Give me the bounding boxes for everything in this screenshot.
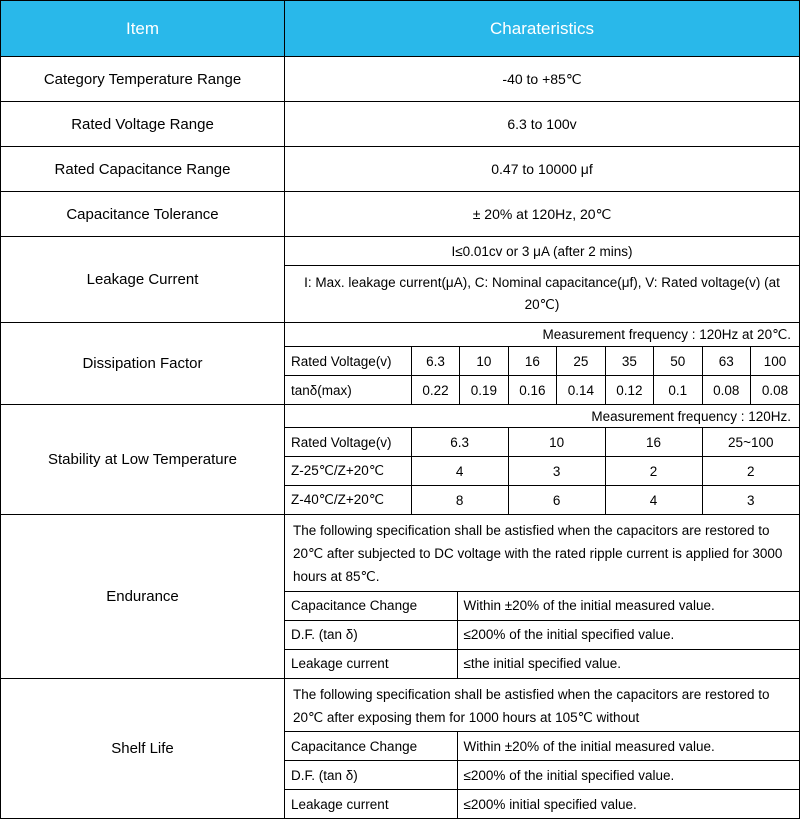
leakage-current-inner-table: [285, 237, 799, 322]
shelf-life-label-capacitance-change: Capacitance Change: [285, 732, 457, 761]
leakage-current-block: [285, 237, 800, 323]
cell-tand: 0.19: [460, 376, 508, 405]
cell-z40: 3: [702, 486, 799, 515]
cell-voltage: 100: [751, 347, 800, 376]
cell-z40: 4: [605, 486, 702, 515]
item-label: Stability at Low Temperature: [1, 405, 285, 515]
shelf-life-value-df: ≤200% of the initial specified value.: [457, 761, 799, 790]
stability-measurement-note: Measurement frequency : 120Hz.: [591, 409, 791, 424]
item-label: Dissipation Factor: [1, 323, 285, 405]
item-label: Endurance: [1, 515, 285, 679]
stability-z25-row: [285, 457, 799, 486]
stability-voltage-row: [285, 428, 799, 457]
cell-tand: 0.08: [702, 376, 750, 405]
leakage-formula-row: [285, 237, 799, 266]
dissipation-factor-table: [285, 346, 799, 404]
table-header-row: [1, 1, 800, 57]
endurance-sub-row: [285, 591, 799, 620]
endurance-block: [285, 515, 800, 679]
cell-tand: 0.12: [605, 376, 653, 405]
table-row: [1, 515, 800, 679]
item-label: Rated Voltage Range: [1, 102, 285, 147]
cell-z25: 3: [508, 457, 605, 486]
column-header-characteristics: Charateristics: [285, 1, 800, 57]
cell-tand: 0.14: [557, 376, 605, 405]
table-row: [1, 57, 800, 102]
endurance-value-leakage-current: ≤the initial specified value.: [457, 649, 799, 678]
item-value: 0.47 to 10000 μf: [285, 147, 800, 192]
shelf-life-label-leakage-current: Leakage current: [285, 790, 457, 819]
shelf-life-sub-row: [285, 790, 799, 819]
endurance-label-df: D.F. (tan δ): [285, 620, 457, 649]
table-row: [1, 102, 800, 147]
endurance-label-capacitance-change: Capacitance Change: [285, 591, 457, 620]
cell-voltage: 50: [654, 347, 702, 376]
cell-voltage: 63: [702, 347, 750, 376]
row-label-rated-voltage: Rated Voltage(v): [285, 347, 411, 376]
item-label: Capacitance Tolerance: [1, 192, 285, 237]
shelf-life-sub-row: [285, 732, 799, 761]
shelf-life-paragraph: The following specification shall be astisfied when the capacitors are restored to 20℃ after exposing them for 1000 hours at 105℃ without: [293, 686, 770, 725]
leakage-legend-row: [285, 266, 799, 323]
dissipation-measurement-note: Measurement frequency : 120Hz at 20℃.: [542, 327, 791, 342]
cell-voltage: 10: [508, 428, 605, 457]
table-row: [1, 192, 800, 237]
endurance-value-capacitance-change: Within ±20% of the initial measured value.: [457, 591, 799, 620]
row-label-z40: Z-40℃/Z+20℃: [285, 486, 411, 515]
cell-tand: 0.22: [411, 376, 459, 405]
shelf-life-value-leakage-current: ≤200% initial specified value.: [457, 790, 799, 819]
item-value: -40 to +85℃: [285, 57, 800, 102]
cell-z25: 2: [605, 457, 702, 486]
table-row: [1, 323, 800, 405]
item-value: 6.3 to 100v: [285, 102, 800, 147]
shelf-life-label-df: D.F. (tan δ): [285, 761, 457, 790]
stability-z40-row: [285, 486, 799, 515]
shelf-life-sub-row: [285, 761, 799, 790]
item-label: Category Temperature Range: [1, 57, 285, 102]
shelf-life-value-capacitance-change: Within ±20% of the initial measured value.: [457, 732, 799, 761]
cell-voltage: 25~100: [702, 428, 799, 457]
leakage-formula: I≤0.01cv or 3 μA (after 2 mins): [285, 237, 799, 266]
cell-voltage: 16: [508, 347, 556, 376]
shelf-life-block: [285, 678, 800, 818]
item-label: Shelf Life: [1, 678, 285, 818]
table-row: [1, 405, 800, 515]
item-label: Leakage Current: [1, 237, 285, 323]
cell-tand: 0.16: [508, 376, 556, 405]
row-label-z25: Z-25℃/Z+20℃: [285, 457, 411, 486]
cell-voltage: 25: [557, 347, 605, 376]
endurance-sub-row: [285, 620, 799, 649]
item-value: ± 20% at 120Hz, 20℃: [285, 192, 800, 237]
shelf-life-table: [285, 731, 799, 818]
cell-voltage: 6.3: [411, 347, 459, 376]
dissipation-factor-block: [285, 323, 800, 405]
endurance-sub-row: [285, 649, 799, 678]
endurance-table: [285, 591, 799, 678]
cell-z25: 2: [702, 457, 799, 486]
table-row: [1, 147, 800, 192]
stability-block: [285, 405, 800, 515]
stability-table: [285, 427, 799, 514]
leakage-legend: I: Max. leakage current(μA), C: Nominal capacitance(μf), V: Rated voltage(v) (at 20℃): [304, 275, 780, 312]
table-row: [1, 678, 800, 818]
row-label-tand: tanδ(max): [285, 376, 411, 405]
endurance-label-leakage-current: Leakage current: [285, 649, 457, 678]
cell-z25: 4: [411, 457, 508, 486]
cell-tand: 0.08: [751, 376, 800, 405]
cell-voltage: 10: [460, 347, 508, 376]
table-row: [1, 237, 800, 323]
cell-voltage: 35: [605, 347, 653, 376]
dissipation-voltage-row: [285, 347, 799, 376]
cell-z40: 6: [508, 486, 605, 515]
item-label: Rated Capacitance Range: [1, 147, 285, 192]
cell-z40: 8: [411, 486, 508, 515]
endurance-value-df: ≤200% of the initial specified value.: [457, 620, 799, 649]
cell-tand: 0.1: [654, 376, 702, 405]
row-label-rated-voltage: Rated Voltage(v): [285, 428, 411, 457]
endurance-paragraph: The following specification shall be astisfied when the capacitors are restored to 20℃ after subjected to DC voltage with the rated ripple current is applied for 3000 hours at 85℃.: [293, 523, 783, 585]
dissipation-tand-row: [285, 376, 799, 405]
column-header-item: Item: [1, 1, 285, 57]
cell-voltage: 16: [605, 428, 702, 457]
cell-voltage: 6.3: [411, 428, 508, 457]
